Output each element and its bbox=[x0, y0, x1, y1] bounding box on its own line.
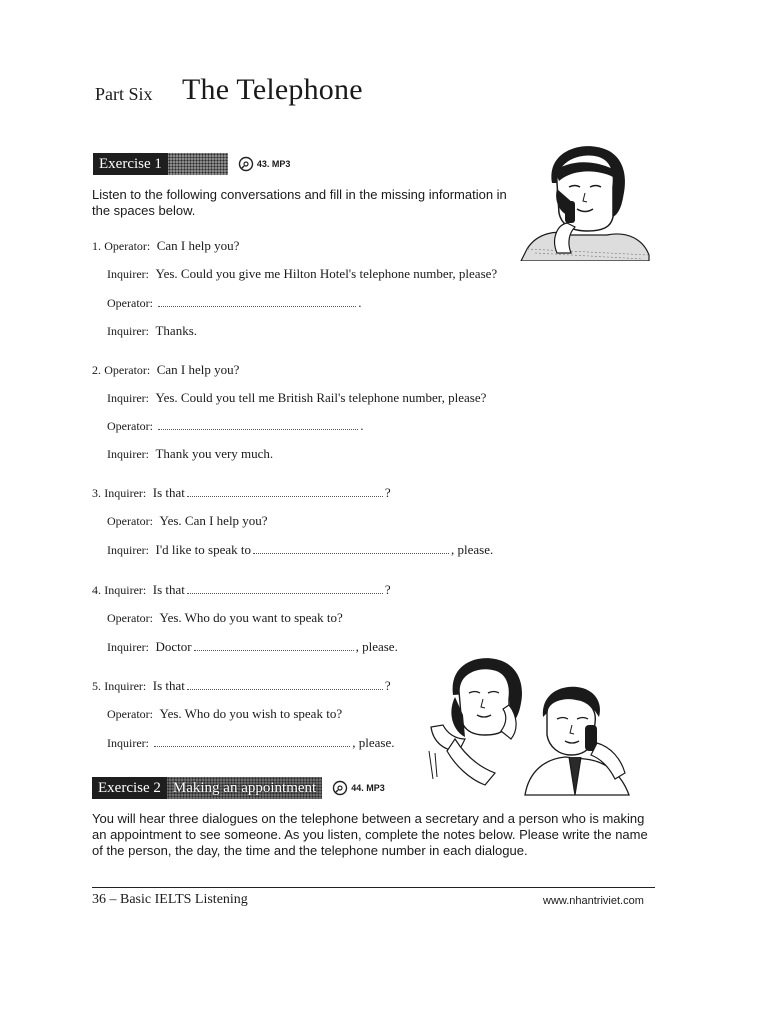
blank-suffix: . bbox=[358, 295, 362, 310]
dialogue-text: Is that bbox=[152, 678, 185, 693]
dialogue-1-line-3 bbox=[107, 295, 361, 311]
exercise-1-heading bbox=[93, 153, 290, 175]
dialogue-number: 3. bbox=[92, 486, 101, 500]
dialogue-text: Can I help you? bbox=[156, 362, 240, 377]
dialogue-2-line-3 bbox=[107, 418, 363, 434]
exercise-2-subtitle: Making an appointment bbox=[167, 777, 322, 799]
speaker-label: Inquirer: bbox=[107, 543, 149, 557]
exercise-2-heading bbox=[92, 777, 385, 799]
page-footer-info: 36 – Basic IELTS Listening bbox=[92, 892, 248, 907]
speaker-label: Inquirer: bbox=[107, 447, 149, 461]
answer-blank[interactable] bbox=[194, 640, 354, 651]
dialogue-text: Yes. Could you tell me British Rail's telephone number, please? bbox=[155, 390, 487, 405]
dialogue-3-line-3 bbox=[107, 542, 493, 558]
dialogue-text: Yes. Who do you wish to speak to? bbox=[159, 706, 343, 721]
blank-suffix: ? bbox=[384, 485, 391, 500]
dialogue-text: Thanks. bbox=[155, 323, 198, 338]
dialogue-text: Yes. Can I help you? bbox=[159, 513, 268, 528]
footer-website: www.nhantriviet.com bbox=[543, 895, 644, 907]
dialogue-text: I'd like to speak to bbox=[155, 542, 251, 557]
dialogue-text: Is that bbox=[152, 485, 185, 500]
woman-on-phone-illustration bbox=[517, 143, 652, 261]
exercise-1-audio-label: 43. MP3 bbox=[256, 159, 291, 169]
speaker-label: Operator: bbox=[107, 707, 153, 721]
dialogue-5-line-3 bbox=[107, 735, 394, 751]
speaker-label: Inquirer: bbox=[104, 583, 147, 597]
footer-divider bbox=[92, 887, 655, 888]
dialogue-4-line-1 bbox=[92, 582, 391, 598]
dialogue-1-line-4 bbox=[107, 323, 197, 339]
speaker-label: Inquirer: bbox=[107, 736, 149, 750]
exercise-2-instructions: You will hear three dialogues on the telephone between a secretary and a person who is making an appointment to see someone. As you listen, complete the notes below. Please write the name of the person, the day, the time and the telephone number in each dialogue. bbox=[92, 811, 648, 858]
dialogue-number: 4. bbox=[92, 583, 101, 597]
dialogue-text: Yes. Could you give me Hilton Hotel's telephone number, please? bbox=[155, 266, 498, 281]
dialogue-text: Yes. Who do you want to speak to? bbox=[159, 610, 343, 625]
answer-blank[interactable] bbox=[187, 486, 383, 497]
part-label: Part Six bbox=[95, 84, 153, 104]
dialogue-3-line-1 bbox=[92, 485, 391, 501]
exercise-2-audio-label: 44. MP3 bbox=[351, 783, 385, 793]
exercise-1-screen bbox=[168, 153, 228, 175]
answer-blank[interactable] bbox=[154, 736, 350, 747]
dialogue-2-line-2 bbox=[107, 390, 486, 406]
answer-blank[interactable] bbox=[187, 583, 383, 594]
cd-audio-icon bbox=[238, 156, 254, 172]
dialogue-4-line-3 bbox=[107, 639, 398, 655]
dialogue-text: Is that bbox=[152, 582, 185, 597]
dialogue-number: 1. bbox=[92, 239, 101, 253]
speaker-label: Inquirer: bbox=[107, 267, 149, 281]
speaker-label: Inquirer: bbox=[107, 324, 149, 338]
speaker-label: Operator: bbox=[107, 514, 153, 528]
speaker-label: Operator: bbox=[104, 363, 151, 377]
exercise-2-tag: Exercise 2 bbox=[92, 777, 167, 799]
dialogue-2-line-1 bbox=[92, 362, 239, 378]
dialogue-text: Thank you very much. bbox=[155, 446, 274, 461]
speaker-label: Inquirer: bbox=[104, 679, 147, 693]
speaker-label: Inquirer: bbox=[104, 486, 147, 500]
dialogue-1-line-1 bbox=[92, 238, 239, 254]
speaker-label: Operator: bbox=[107, 419, 153, 433]
blank-suffix: ? bbox=[384, 678, 391, 693]
blank-suffix: , please. bbox=[352, 735, 395, 750]
page-title: The Telephone bbox=[182, 73, 363, 106]
exercise-1-instructions: Listen to the following conversations and fill in the missing information in the spaces below. bbox=[92, 187, 507, 218]
dialogue-1-line-2 bbox=[107, 266, 497, 282]
dialogue-5-line-1 bbox=[92, 678, 391, 694]
dialogue-2-line-4 bbox=[107, 446, 273, 462]
cd-audio-icon bbox=[332, 780, 348, 796]
dialogue-4-line-2 bbox=[107, 610, 343, 626]
dialogue-number: 2. bbox=[92, 363, 101, 377]
blank-suffix: , please. bbox=[450, 542, 494, 557]
two-callers-illustration bbox=[425, 655, 650, 803]
blank-suffix: , please. bbox=[355, 639, 398, 654]
exercise-1-audio bbox=[238, 156, 291, 172]
blank-suffix: ? bbox=[384, 582, 391, 597]
speaker-label: Inquirer: bbox=[107, 640, 149, 654]
blank-suffix: . bbox=[360, 418, 364, 433]
speaker-label: Operator: bbox=[107, 296, 153, 310]
speaker-label: Operator: bbox=[107, 611, 153, 625]
dialogue-text: Can I help you? bbox=[156, 238, 240, 253]
exercise-2-audio bbox=[332, 780, 385, 796]
dialogue-3-line-2 bbox=[107, 513, 268, 529]
speaker-label: Operator: bbox=[104, 239, 151, 253]
dialogue-text: Doctor bbox=[155, 639, 192, 654]
speaker-label: Inquirer: bbox=[107, 391, 149, 405]
answer-blank[interactable] bbox=[158, 419, 358, 430]
dialogue-number: 5. bbox=[92, 679, 101, 693]
answer-blank[interactable] bbox=[253, 543, 449, 554]
answer-blank[interactable] bbox=[158, 296, 356, 307]
answer-blank[interactable] bbox=[187, 679, 383, 690]
dialogue-5-line-2 bbox=[107, 706, 342, 722]
exercise-1-tag: Exercise 1 bbox=[93, 153, 168, 175]
